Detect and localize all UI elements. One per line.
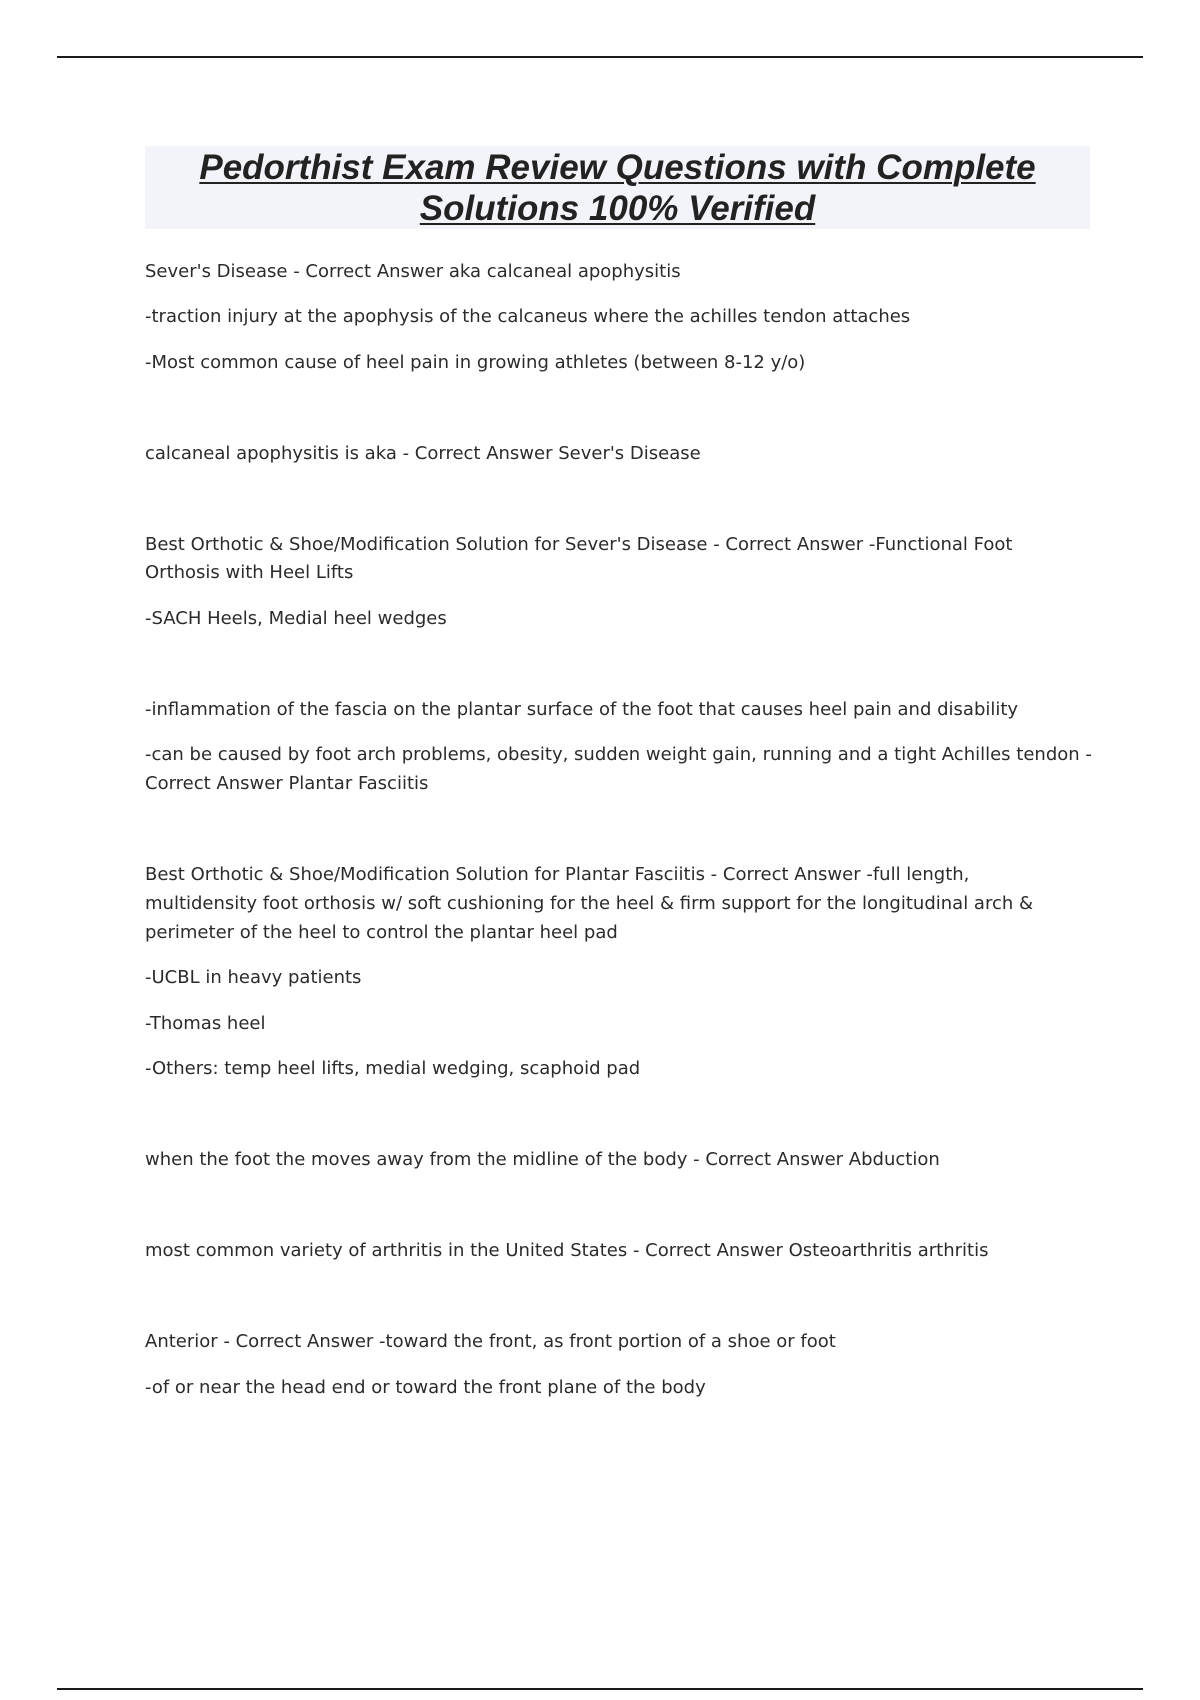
qa-line: calcaneal apophysitis is aka - Correct Answer Sever's Disease — [145, 443, 701, 464]
footer-rule — [57, 1688, 1143, 1690]
qa-line: -Most common cause of heel pain in growing athletes (between 8-12 y/o) — [145, 352, 806, 373]
qa-line: -UCBL in heavy patients — [145, 967, 362, 988]
qa-line: multidensity foot orthosis w/ soft cushioning for the heel & firm support for the longitudinal arch & — [145, 893, 1034, 914]
qa-line: -SACH Heels, Medial heel wedges — [145, 608, 447, 629]
document-title — [145, 146, 1090, 229]
qa-line: Best Orthotic & Shoe/Modification Solution for Sever's Disease - Correct Answer -Functional Foot — [145, 534, 1013, 555]
qa-line: most common variety of arthritis in the United States - Correct Answer Osteoarthritis arthritis — [145, 1240, 989, 1261]
qa-line: -can be caused by foot arch problems, obesity, sudden weight gain, running and a tight Achilles tendon - — [145, 744, 1092, 765]
header-rule — [57, 56, 1143, 58]
qa-line: Correct Answer Plantar Fasciitis — [145, 773, 429, 794]
qa-line: perimeter of the heel to control the plantar heel pad — [145, 922, 618, 943]
qa-line: -Others: temp heel lifts, medial wedging, scaphoid pad — [145, 1058, 641, 1079]
qa-line: Best Orthotic & Shoe/Modification Solution for Plantar Fasciitis - Correct Answer -full length, — [145, 864, 970, 885]
qa-line: Sever's Disease - Correct Answer aka calcaneal apophysitis — [145, 261, 681, 282]
qa-line: -traction injury at the apophysis of the calcaneus where the achilles tendon attaches — [145, 306, 911, 327]
qa-line: when the foot the moves away from the midline of the body - Correct Answer Abduction — [145, 1149, 940, 1170]
title-line-2: Solutions 100% Verified — [419, 188, 816, 228]
qa-line: -Thomas heel — [145, 1013, 266, 1034]
qa-line: -of or near the head end or toward the front plane of the body — [145, 1377, 706, 1398]
qa-line: Anterior - Correct Answer -toward the front, as front portion of a shoe or foot — [145, 1331, 836, 1352]
title-line-1: Pedorthist Exam Review Questions with Complete — [199, 147, 1036, 187]
qa-line: Orthosis with Heel Lifts — [145, 562, 354, 583]
qa-line: -inflammation of the fascia on the plantar surface of the foot that causes heel pain and disability — [145, 699, 1019, 720]
